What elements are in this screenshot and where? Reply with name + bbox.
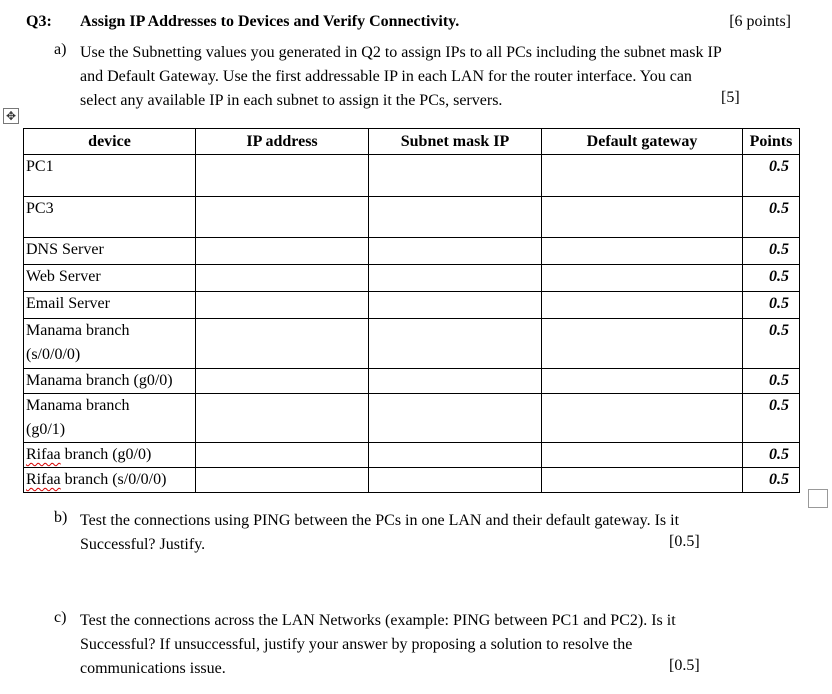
device-cell (24, 394, 196, 443)
gateway-input-cell[interactable] (542, 443, 743, 468)
subnet-input-cell[interactable] (369, 197, 542, 238)
part-c-letter: c) (54, 609, 67, 626)
resize-handle-icon[interactable] (808, 489, 828, 508)
spellcheck-word: Rifaa (26, 446, 61, 463)
device-label-rest: branch (g0/0) (60, 446, 152, 463)
table-row (24, 238, 800, 265)
points-cell: 0.5 (743, 468, 800, 493)
device-cell: Web Server (24, 265, 196, 292)
table-row (24, 443, 800, 468)
subnet-input-cell[interactable] (369, 394, 542, 443)
gateway-input-cell[interactable] (542, 394, 743, 443)
device-cell: DNS Server (24, 238, 196, 265)
ip-input-cell[interactable] (196, 394, 369, 443)
subnet-input-cell[interactable] (369, 369, 542, 394)
ip-input-cell[interactable] (196, 369, 369, 394)
ip-input-cell[interactable] (196, 238, 369, 265)
ip-input-cell[interactable] (196, 319, 369, 369)
question-title: Assign IP Addresses to Devices and Verify Connectivity. (80, 13, 460, 30)
part-b-line-1: Test the connections using PING between the PCs in one LAN and their default gateway. Is it (80, 512, 680, 529)
part-a-line-1: Use the Subnetting values you generated in Q2 to assign IPs to all PCs including the subnet mask IP (80, 44, 722, 61)
points-cell: 0.5 (743, 155, 800, 197)
table-row (24, 468, 800, 493)
table-row (24, 292, 800, 319)
points-cell: 0.5 (743, 265, 800, 292)
subnet-input-cell[interactable] (369, 155, 542, 197)
subnet-input-cell[interactable] (369, 468, 542, 493)
device-cell: Email Server (24, 292, 196, 319)
ip-input-cell[interactable] (196, 468, 369, 493)
table-row (24, 265, 800, 292)
part-b-text (80, 509, 679, 557)
subnet-input-cell[interactable] (369, 265, 542, 292)
gateway-input-cell[interactable] (542, 369, 743, 394)
subnet-input-cell[interactable] (369, 443, 542, 468)
ip-input-cell[interactable] (196, 443, 369, 468)
subnet-input-cell[interactable] (369, 319, 542, 369)
part-a-marks: [5] (721, 89, 740, 106)
gateway-input-cell[interactable] (542, 197, 743, 238)
device-label-rest: branch (s/0/0/0) (60, 471, 167, 488)
device-cell: PC1 (24, 155, 196, 197)
part-c-line-3: communications issue. (80, 660, 226, 677)
table-header-row (24, 129, 800, 155)
question-points: [6 points] (729, 13, 791, 30)
part-b-marks: [0.5] (669, 533, 700, 550)
points-cell: 0.5 (743, 443, 800, 468)
device-cell: PC3 (24, 197, 196, 238)
header-default-gateway: Default gateway (542, 129, 743, 155)
device-label: Manama branch (s/0/0/0) (26, 322, 130, 363)
table-row (24, 319, 800, 369)
points-cell: 0.5 (743, 238, 800, 265)
spellcheck-word: Rifaa (26, 471, 61, 488)
gateway-input-cell[interactable] (542, 265, 743, 292)
part-c-text (80, 609, 676, 681)
part-c-line-2: Successful? If unsuccessful, justify your answer by proposing a solution to resolve the (80, 636, 633, 653)
points-cell: 0.5 (743, 319, 800, 369)
gateway-input-cell[interactable] (542, 238, 743, 265)
ip-input-cell[interactable] (196, 292, 369, 319)
header-ip-address: IP address (196, 129, 369, 155)
header-subnet-mask: Subnet mask IP (369, 129, 542, 155)
points-cell: 0.5 (743, 292, 800, 319)
move-arrows-icon[interactable]: ✥ (3, 108, 19, 124)
table-row (24, 394, 800, 443)
ip-input-cell[interactable] (196, 155, 369, 197)
points-cell: 0.5 (743, 394, 800, 443)
table-row (24, 197, 800, 238)
part-a-letter: a) (54, 41, 67, 58)
gateway-input-cell[interactable] (542, 292, 743, 319)
ip-input-cell[interactable] (196, 197, 369, 238)
gateway-input-cell[interactable] (542, 319, 743, 369)
device-cell (24, 443, 196, 468)
header-points: Points (743, 129, 800, 155)
part-a-text (80, 41, 722, 113)
device-cell: Manama branch (g0/0) (24, 369, 196, 394)
part-b-letter: b) (54, 509, 68, 526)
part-a-line-2: and Default Gateway. Use the first addressable IP in each LAN for the router interface. You can (80, 68, 692, 85)
ip-input-cell[interactable] (196, 265, 369, 292)
points-cell: 0.5 (743, 197, 800, 238)
table-row (24, 155, 800, 197)
gateway-input-cell[interactable] (542, 155, 743, 197)
subnet-input-cell[interactable] (369, 238, 542, 265)
subnet-input-cell[interactable] (369, 292, 542, 319)
device-label: Manama branch (g0/1) (26, 397, 130, 438)
points-cell: 0.5 (743, 369, 800, 394)
part-c-line-1: Test the connections across the LAN Networks (example: PING between PC1 and PC2). Is it (80, 612, 676, 629)
header-device: device (24, 129, 196, 155)
question-number: Q3: (26, 13, 52, 30)
device-cell (24, 468, 196, 493)
device-cell (24, 319, 196, 369)
part-c-marks: [0.5] (669, 657, 700, 674)
table-row (24, 369, 800, 394)
ip-assignment-table (23, 128, 800, 493)
part-a-line-3: select any available IP in each subnet to assign it the PCs, servers. (80, 92, 503, 109)
gateway-input-cell[interactable] (542, 468, 743, 493)
part-b-line-2: Successful? Justify. (80, 536, 206, 553)
